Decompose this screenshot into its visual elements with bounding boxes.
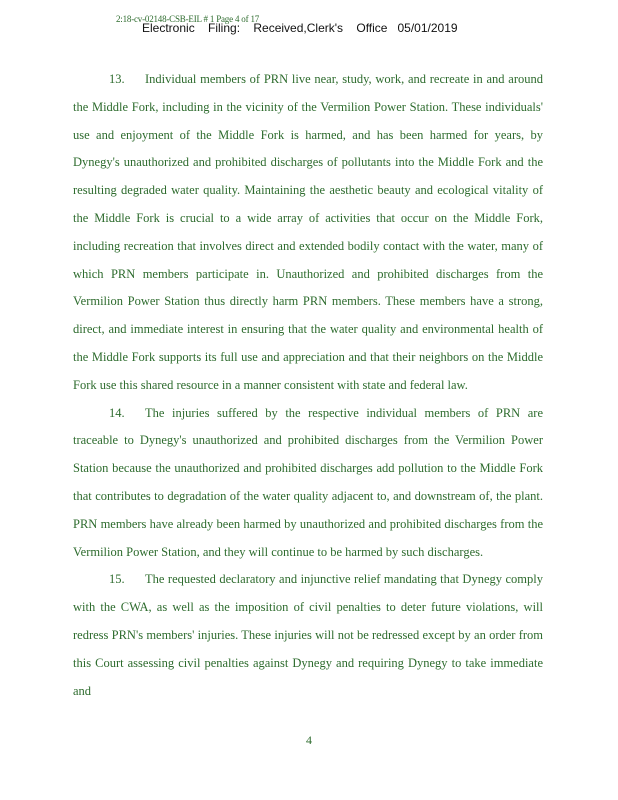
paragraph-13 [73,66,543,400]
paragraph-number: 14. [109,405,125,420]
paragraph-number: 15. [109,572,125,587]
paragraph-text: The injuries suffered by the respective individual members of PRN are traceable to Dynegy's unauthorized and prohibited discharges from the Vermilion Power Station because the unauthorized and prohibited discharges add pollution to the Middle Fork that contributes to degradation of the water quality adjacent to, and downstream of, the plant. PRN members have already been harmed by unauthorized and prohibited discharges from the Vermilion Power Station, and they will continue to be harmed by such discharges. [73,405,543,559]
paragraph-14 [73,400,543,567]
case-stamp: 2:18-cv-02148-CSB-EIL # 1 Page 4 of 17 [116,14,260,24]
paragraph-text: The requested declaratory and injunctive relief mandating that Dynegy comply with the CWA, as well as the imposition of civil penalties to deter future violations, will redress PRN's members' injuries. These injuries will not be redressed except by an order from this Court assessing civil penalties against Dynegy and requiring Dynegy to take immediate and [73,572,543,698]
page-number: 4 [306,733,312,747]
filing-line: Electronic Filing: Received,Clerk's Office 05/01/2019 [142,21,458,35]
paragraph-number: 13. [109,72,125,86]
paragraph-text: Individual members of PRN live near, study, work, and recreate in and around the Middle Fork, including in the vicinity of the Vermilion Power Station. These individuals' use and enjoyment of the Middle Fork is harmed, and has been harmed for years, by Dynegy's unauthorized and prohibited discharges of pollutants into the Middle Fork and the resulting degraded water quality. Maintaining the aesthetic beauty and ecological vitality of the Middle Fork is crucial to a wide array of activities that occur on the Middle Fork, including recreation that involves direct and extended bodily contact with the water, many of which PRN members participate in. Unauthorized and prohibited discharges from the Vermilion Power Station thus directly harm PRN members. These members have a strong, direct, and immediate interest in ensuring that the water quality and environmental health of the Middle Fork supports its full use and appreciation and that their neighbors on the Middle Fork use this shared resource in a manner consistent with state and federal law. [73,72,543,392]
document-body [73,66,543,705]
paragraph-15 [73,566,543,705]
